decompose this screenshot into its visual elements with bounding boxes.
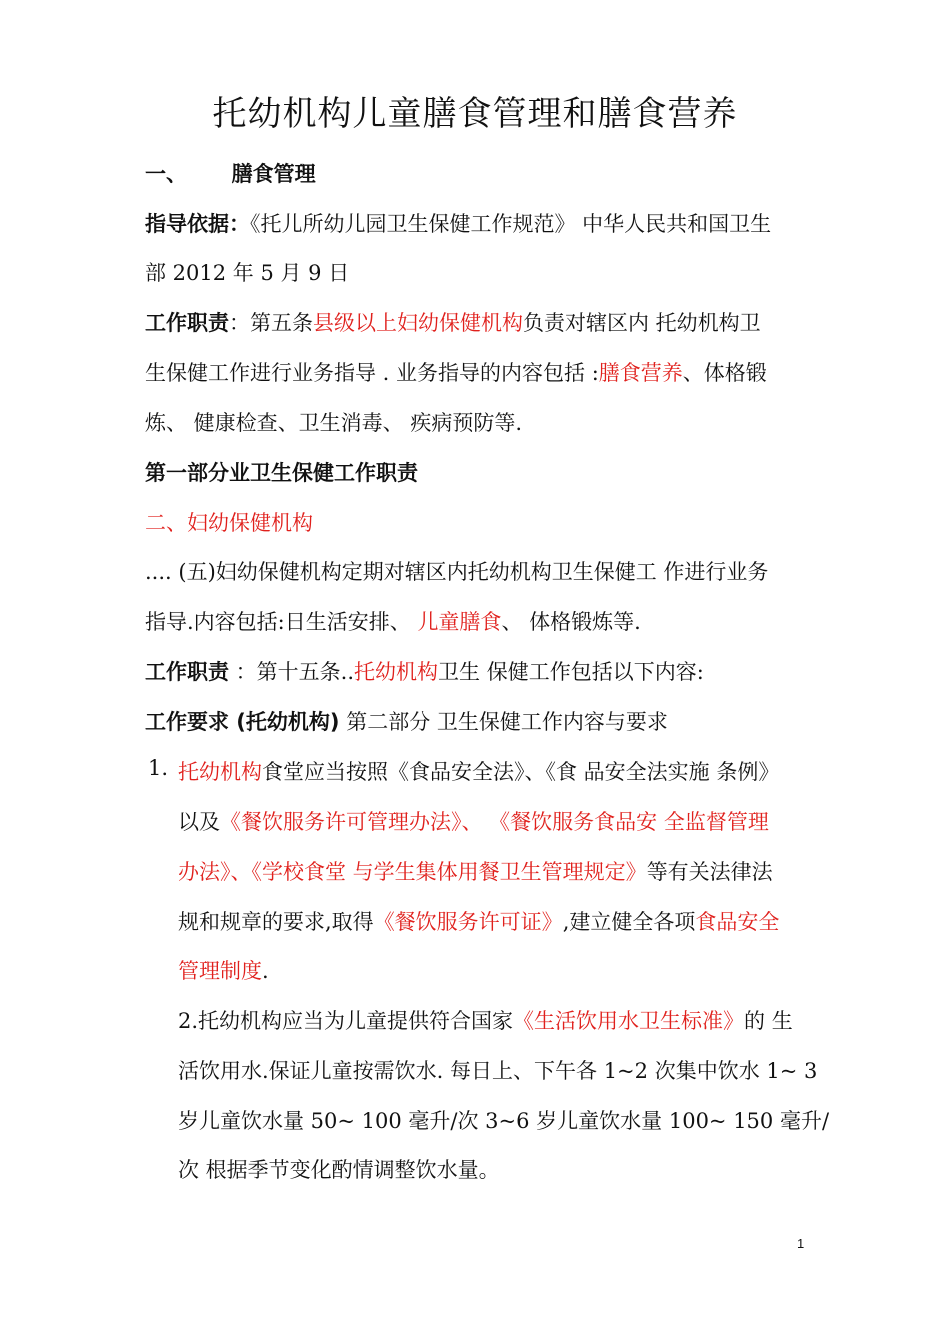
basis-line-2: 部 2012 年 5 月 9 日	[145, 261, 350, 285]
list1-text-1: 食堂应当按照《食品安全法》、《食 品安全法实施 条例》	[262, 760, 780, 784]
list1-highlight-org: 托幼机构	[178, 760, 262, 784]
list1-highlight-regulations-2: 办法》、《学校食堂 与学生集体用餐卫生管理规定》	[178, 860, 647, 884]
item5-text-a: 指导.内容包括:日生活安排、	[145, 610, 418, 634]
section-number: 一、	[145, 162, 187, 186]
item5-highlight: 儿童膳食	[417, 610, 502, 634]
section-heading-1	[145, 158, 316, 188]
list1-text-5: .	[262, 959, 269, 983]
list2-highlight-standard: 《生活饮用水卫生标准》	[513, 1009, 745, 1033]
basis-line-1	[145, 208, 771, 238]
requirements-line	[145, 706, 668, 736]
list2-line-3: 岁儿童饮水量 50~ 100 毫升/次 3~6 岁儿童饮水量 100~ 150 毫升/	[178, 1109, 830, 1133]
item5-line-2	[145, 606, 641, 636]
list2-line-2: 活饮用水.保证儿童按需饮水. 每日上、下午各 1~2 次集中饮水 1~ 3	[178, 1059, 818, 1083]
page-number: 1	[797, 1236, 805, 1251]
list1-highlight-safety: 食品安全	[695, 910, 780, 934]
list1-line-4	[178, 906, 779, 936]
requirements-text: 第二部分 卫生保健工作内容与要求	[339, 710, 668, 734]
duty1-line-3: 炼、 健康检查、卫生消毒、 疾病预防等.	[145, 411, 523, 435]
requirements-label: 工作要求 (托幼机构)	[145, 710, 340, 734]
duty1-highlight-org: 县级以上妇幼保健机构	[313, 311, 523, 335]
duty1-text: 负责对辖区内 托幼机构卫	[523, 311, 761, 335]
duty1-label: 工作职责	[145, 311, 229, 335]
list1-text-2: 以及	[178, 810, 220, 834]
list-item-1-number: 1.	[148, 756, 169, 780]
duty1-line-1	[145, 307, 761, 337]
duty1-line-2	[145, 357, 767, 387]
list2-line-1	[178, 1005, 793, 1035]
page-title: 托幼机构儿童膳食管理和膳食营养	[212, 94, 738, 134]
section-title: 膳食管理	[231, 162, 316, 186]
list1-highlight-regulations-1: 《餐饮服务许可管理办法》、 《餐饮服务食品安 全监督管理	[220, 810, 769, 834]
duty1-article: ：第五条	[229, 311, 313, 335]
basis-label: 指导依据：	[145, 212, 250, 236]
duty2-article: ：第十五条..	[229, 660, 355, 684]
part-heading: 第一部分业卫生保健工作职责	[145, 461, 418, 485]
duty1-highlight-nutrition: 膳食营养	[598, 361, 683, 385]
list1-line-3	[178, 856, 773, 886]
list1-highlight-license: 《餐饮服务许可证》	[373, 910, 563, 934]
list1-highlight-system: 管理制度	[178, 959, 262, 983]
duty2-highlight: 托幼机构	[354, 660, 439, 684]
list1-line-2	[178, 806, 769, 836]
duty2-text: 卫生 保健工作包括以下内容:	[438, 660, 704, 684]
list2-line-4: 次 根据季节变化酌情调整饮水量。	[178, 1158, 500, 1182]
list1-text-3: 等有关法律法	[646, 860, 773, 884]
basis-text: 《托儿所幼儿园卫生保健工作规范》 中华人民共和国卫生	[250, 212, 772, 236]
list2-text-1b: 的 生	[744, 1009, 793, 1033]
duty2-line	[145, 656, 704, 686]
list1-text-4b: ,建立健全各项	[562, 910, 696, 934]
duty1-text-2b: 、体格锻	[682, 361, 767, 385]
duty1-text-2a: 生保健工作进行业务指导 . 业务指导的内容包括 :	[145, 361, 599, 385]
list1-text-4a: 规和规章的要求,取得	[178, 910, 374, 934]
item5-line-1: .... (五)妇幼保健机构定期对辖区内托幼机构卫生保健工 作进行业务	[145, 560, 769, 584]
item5-text-b: 、 体格锻炼等.	[501, 610, 641, 634]
list1-line-5	[178, 955, 269, 985]
duty2-label: 工作职责	[145, 660, 229, 684]
list1-line-1	[178, 756, 779, 786]
list2-text-1a: 2.托幼机构应当为儿童提供符合国家	[178, 1009, 514, 1033]
section-heading-2: 二、妇幼保健机构	[145, 511, 313, 535]
